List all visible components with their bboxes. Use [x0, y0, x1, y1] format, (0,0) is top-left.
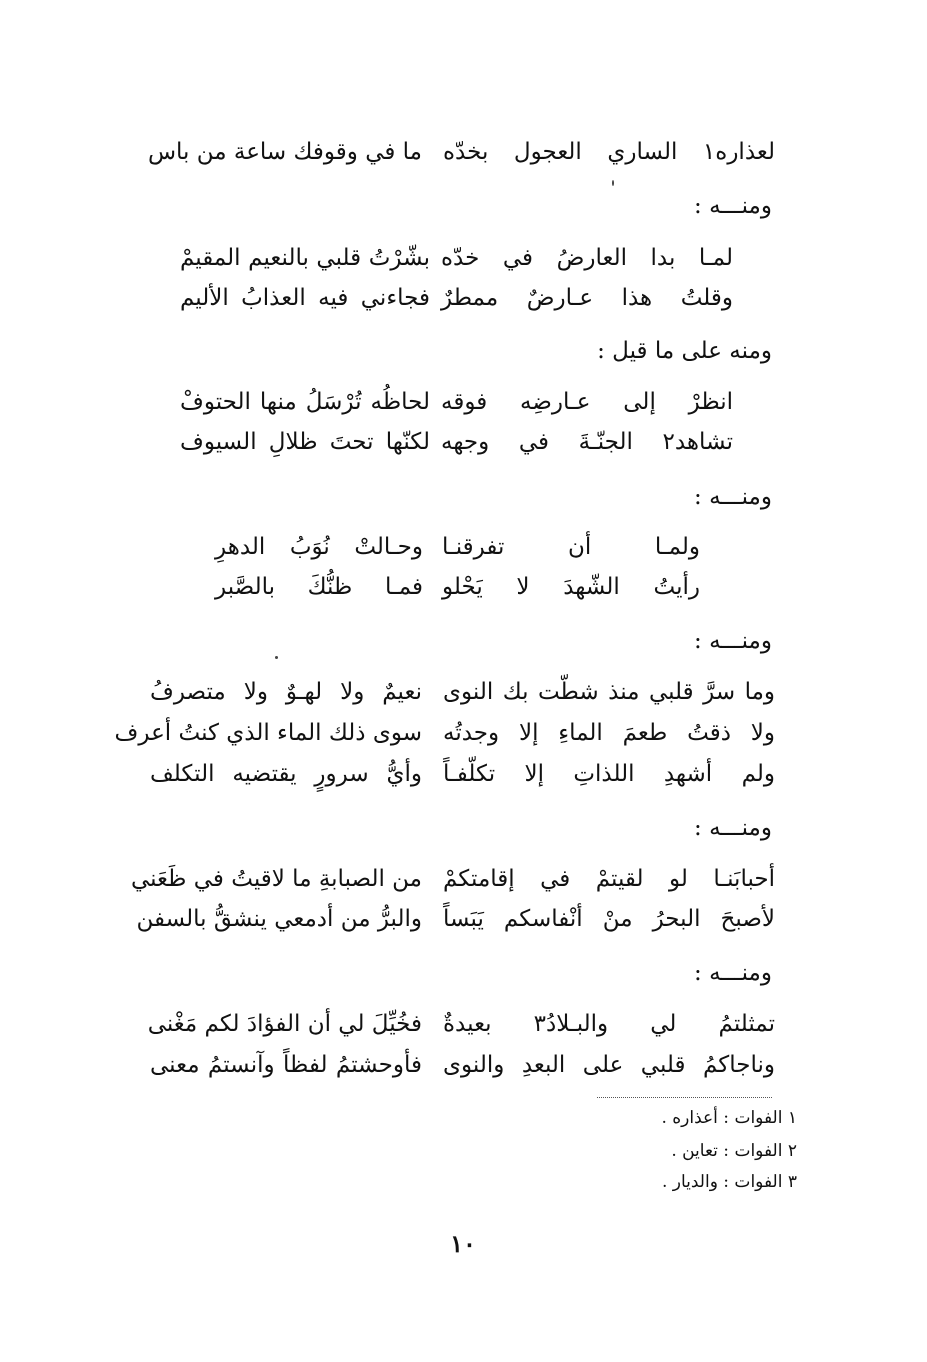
verse-line — [130, 567, 775, 607]
footnote-rule — [597, 1097, 772, 1098]
verse-line — [130, 754, 775, 794]
verse-first-hemistich: ولمـا أن تفرقنـا — [442, 534, 700, 560]
verse-first-hemistich: تشاهد٢ الجنّـةَ في وجهه — [441, 429, 733, 455]
verse-second-hemistich: بشّرْتُ قلبي بالنعيم المقيمْ — [180, 245, 430, 271]
verse-second-hemistich: فمـا ظنُّكَ بالصَّبر — [215, 574, 423, 600]
footnote: ١ الفوات : أعذاره . — [661, 1108, 797, 1128]
verse-line — [130, 1045, 775, 1085]
verse-first-hemistich: لمـا بدا العارضُ في خدّه — [441, 245, 733, 271]
verse-line — [130, 672, 775, 712]
section-heading: ومنـــه : — [694, 815, 772, 841]
verse-line — [130, 899, 775, 939]
footnote: ٢ الفوات : تعاين . — [671, 1141, 797, 1161]
verse-second-hemistich: من الصبابةِ ما لاقيتُ في ظَعَني — [130, 866, 422, 892]
scan-speck — [612, 180, 614, 186]
verse-first-hemistich: لعذاره١ الساري العجول بخدّه — [443, 139, 775, 165]
verse-second-hemistich: لحاظُه تُرْسَلُ منها الحتوفْ — [180, 389, 430, 415]
verse-first-hemistich: وناجاكمُ قلبي على البعدِ والنوى — [443, 1052, 775, 1078]
verse-second-hemistich: فجاءني فيه العذابُ الأليم — [180, 285, 430, 311]
verse-second-hemistich: ما في وقوفك ساعة من باس — [147, 139, 422, 165]
scan-speck — [275, 656, 278, 659]
verse-second-hemistich: سوى ذلك الماء الذي كنتُ أعرف — [114, 720, 422, 746]
verse-second-hemistich: فأوحشتمُ لفظاً وآنستمُ معنى — [150, 1052, 422, 1078]
verse-line — [130, 422, 775, 462]
verse-first-hemistich: ولا ذقتُ طعمَ الماءِ إلا وجدتُه — [443, 720, 775, 746]
section-heading: ومنه على ما قيل : — [597, 338, 772, 364]
verse-line — [130, 382, 775, 422]
verse-first-hemistich: وما سرَّ قلبي منذ شطّت بك النوى — [443, 679, 775, 705]
page-number: ١٠ — [450, 1229, 476, 1258]
verse-second-hemistich: لكنّها تحتَ ظلالِ السيوف — [180, 429, 430, 455]
section-heading: ومنـــه : — [694, 484, 772, 510]
verse-line — [130, 859, 775, 899]
verse-second-hemistich: فخُيِّلَ لي أن الفؤادَ لكم مَغْنى — [147, 1011, 422, 1037]
verse-line — [130, 278, 775, 318]
verse-first-hemistich: وقلتُ هذا عـارضٌ ممطرٌ — [441, 285, 733, 311]
verse-line — [130, 1004, 775, 1044]
verse-first-hemistich: أحبابَنـا لو لقيتمْ في إقامتكمْ — [443, 866, 775, 892]
footnote: ٣ الفوات : والديار . — [661, 1172, 797, 1192]
verse-second-hemistich: نعيمٌ ولا لهـوٌ ولا متصرفُ — [150, 679, 422, 705]
verse-second-hemistich: وأيُّ سرورٍ يقتضيه التكلف — [150, 761, 422, 787]
verse-first-hemistich: رأيتُ الشّهدَ لا يَحْلو — [442, 574, 700, 600]
verse-first-hemistich: لأصبحَ البحرُ منْ أنْفاسكم يَبَساً — [443, 906, 775, 932]
verse-line — [130, 527, 775, 567]
section-heading: ومنـــه : — [694, 628, 772, 654]
verse-first-hemistich: تمثلتمُ لي والبـلادُ٣ بعيدةٌ — [443, 1011, 776, 1037]
section-heading: ومنـــه : — [694, 960, 772, 986]
section-heading: ومنـــه : — [694, 193, 772, 219]
verse-second-hemistich: والبرُّ من أدمعي ينشقُّ بالسفن — [136, 906, 422, 932]
verse-first-hemistich: ولم أشهدِ اللذاتِ إلا تكلّفـاً — [443, 761, 775, 787]
verse-first-hemistich: انظرْ إلى عـارضِه فوقه — [441, 389, 733, 415]
verse-line — [114, 713, 775, 753]
opening-verse — [130, 132, 775, 172]
verse-line — [130, 238, 775, 278]
verse-second-hemistich: وحـالتْ نُوَبُ الدهرِ — [215, 534, 423, 560]
